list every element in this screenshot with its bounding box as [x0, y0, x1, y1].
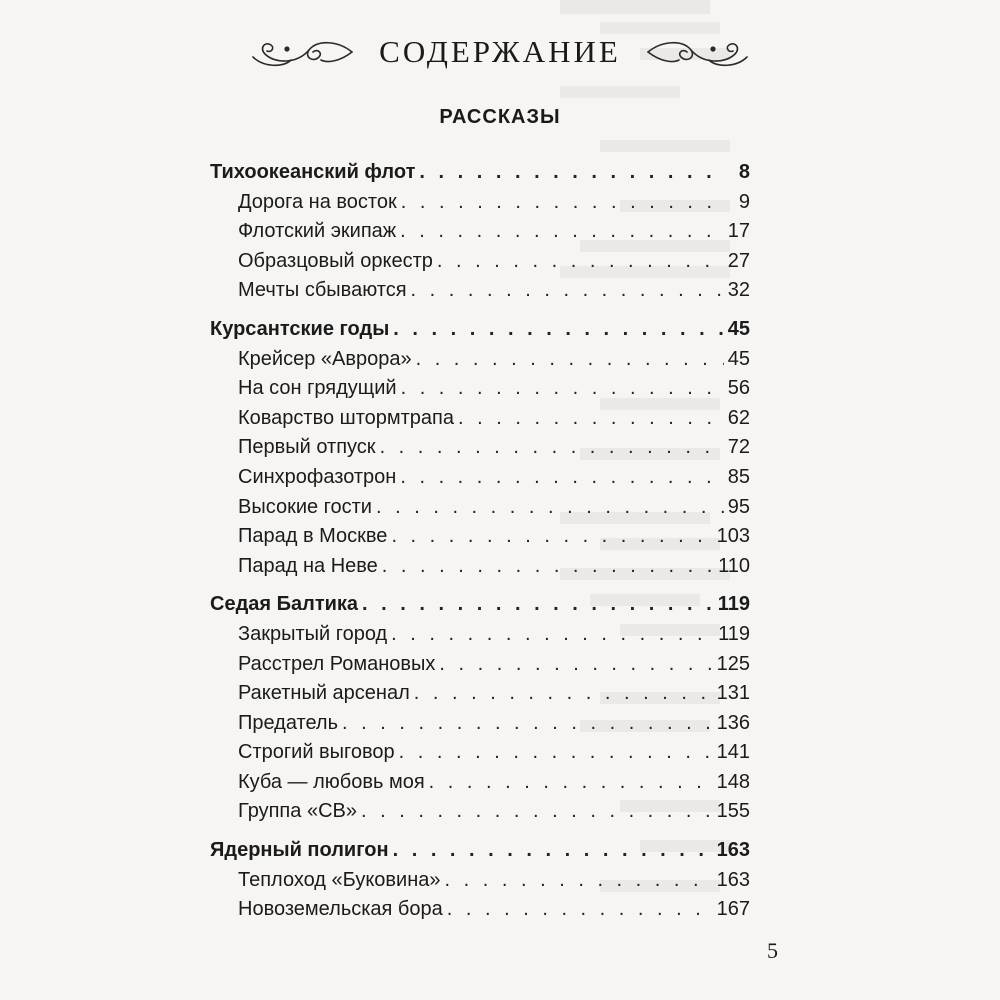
dot-leader	[429, 768, 713, 798]
dot-leader	[419, 158, 724, 188]
toc-entry[interactable]	[210, 493, 750, 523]
toc-chapter	[210, 158, 750, 306]
toc-entry-title: Ракетный арсенал	[238, 682, 410, 705]
toc-entry[interactable]	[210, 404, 750, 434]
toc-entry-title: Куба — любовь моя	[238, 770, 425, 793]
dot-leader	[382, 552, 714, 582]
toc-entry[interactable]	[210, 768, 750, 798]
toc-chapter-heading-title: Ядерный полигон	[210, 839, 389, 862]
toc-entry[interactable]	[210, 895, 750, 925]
toc-entry-title: Строгий выговор	[238, 741, 395, 764]
toc-entry-title: Дорога на восток	[238, 190, 397, 213]
toc-entry-title: Парад в Москве	[238, 525, 388, 548]
toc-entry-title: Коварство штормтрапа	[238, 406, 454, 429]
toc-entry-page: 9	[738, 190, 750, 213]
dot-leader	[342, 709, 713, 739]
toc-entry[interactable]	[210, 679, 750, 709]
toc-chapter-heading-page: 8	[738, 161, 750, 183]
toc-entry-page: 131	[716, 682, 750, 705]
toc-entry-page: 62	[727, 406, 750, 429]
toc-chapter-heading-page: 119	[717, 593, 750, 616]
toc-entry-title: Расстрел Романовых	[238, 652, 436, 675]
toc-header	[0, 22, 1000, 82]
toc-entry[interactable]	[210, 797, 750, 827]
dot-leader	[391, 522, 712, 552]
toc-entry[interactable]	[210, 522, 750, 552]
toc-entry[interactable]	[210, 217, 750, 247]
dot-leader	[361, 797, 713, 827]
toc-chapter-heading[interactable]	[210, 315, 750, 345]
toc-entry-page: 17	[727, 220, 750, 243]
toc-entry[interactable]	[210, 709, 750, 739]
toc-entry[interactable]	[210, 650, 750, 680]
toc-entry-title: Первый отпуск	[238, 436, 376, 459]
dot-leader	[400, 217, 724, 247]
left-ornament-icon	[247, 35, 357, 69]
toc-entry[interactable]	[210, 276, 750, 306]
toc-entry-page: 155	[716, 800, 750, 823]
toc-chapter	[210, 315, 750, 581]
toc-entry[interactable]	[210, 866, 750, 896]
toc-entry-page: 72	[727, 436, 750, 459]
dot-leader	[416, 345, 724, 375]
toc-entry-page: 85	[727, 465, 750, 488]
toc-entry-title: Образцовый оркестр	[238, 249, 433, 272]
dot-leader	[393, 836, 713, 866]
dot-leader	[400, 463, 723, 493]
right-ornament-icon	[643, 35, 753, 69]
toc-entry-title: Синхрофазотрон	[238, 465, 397, 488]
toc-entry[interactable]	[210, 247, 750, 277]
dot-leader	[376, 493, 724, 523]
page-number: 5	[767, 938, 778, 963]
toc-chapter	[210, 836, 750, 925]
toc-chapter-heading-title: Курсантские годы	[210, 317, 390, 340]
toc-entry-page: 103	[716, 525, 750, 548]
toc-entry-page: 163	[716, 868, 750, 891]
dot-leader	[445, 866, 713, 896]
dot-leader	[458, 404, 724, 434]
toc-chapter-heading[interactable]	[210, 590, 750, 620]
toc-entry[interactable]	[210, 188, 750, 218]
toc-chapter-heading[interactable]	[210, 158, 750, 188]
toc-entry-page: 56	[727, 377, 750, 400]
toc-entry[interactable]	[210, 552, 750, 582]
dot-leader	[401, 188, 724, 218]
toc-entry-title: Крейсер «Аврора»	[238, 347, 412, 370]
dot-leader	[380, 433, 724, 463]
toc-entry-title: Новоземельская бора	[238, 898, 443, 921]
toc-entry[interactable]	[210, 738, 750, 768]
toc-entry-page: 148	[716, 770, 750, 793]
toc-entry-title: На сон грядущий	[238, 377, 397, 400]
toc-entry-title: Теплоход «Буковина»	[238, 868, 441, 891]
dot-leader	[439, 650, 712, 680]
dot-leader	[447, 895, 713, 925]
toc-entry-title: Группа «СВ»	[238, 800, 357, 823]
toc-chapter-heading-title: Тихоокеанский флот	[210, 161, 416, 183]
dot-leader	[411, 276, 724, 306]
toc-entry-title: Парад на Неве	[238, 554, 378, 577]
toc-chapter-heading[interactable]	[210, 836, 750, 866]
dot-leader	[401, 374, 724, 404]
toc-entry-page: 167	[716, 898, 750, 921]
toc-chapter	[210, 590, 750, 827]
dot-leader	[391, 620, 714, 650]
page-title: СОДЕРЖАНИЕ	[379, 34, 621, 69]
dot-leader	[393, 315, 723, 345]
section-title: РАССКАЗЫ	[439, 106, 561, 128]
toc-chapter-heading-page: 45	[727, 317, 750, 340]
toc-entry-title: Флотский экипаж	[238, 220, 397, 243]
toc-entry[interactable]	[210, 433, 750, 463]
toc-entry[interactable]	[210, 345, 750, 375]
toc-entry-page: 32	[727, 279, 750, 302]
toc-entry[interactable]	[210, 463, 750, 493]
toc-entry-title: Предатель	[238, 711, 339, 734]
toc-entry-page: 125	[716, 652, 750, 675]
toc-entry[interactable]	[210, 620, 750, 650]
toc-entry-page: 110	[718, 554, 750, 577]
toc-entry-page: 141	[716, 741, 750, 764]
toc-entry-title: Высокие гости	[238, 495, 372, 518]
toc-entry-page: 45	[727, 347, 750, 370]
toc-entry-title: Мечты сбываются	[238, 279, 407, 302]
toc-entry[interactable]	[210, 374, 750, 404]
dot-leader	[399, 738, 713, 768]
dot-leader	[414, 679, 713, 709]
toc-entry-title: Закрытый город	[238, 622, 388, 645]
toc-entry-page: 136	[716, 711, 750, 734]
toc-entry-page: 27	[727, 249, 750, 272]
toc-chapter-heading-title: Седая Балтика	[210, 593, 359, 616]
dot-leader	[437, 247, 724, 277]
toc-entry-page: 119	[718, 622, 750, 645]
table-of-contents	[210, 158, 750, 925]
toc-entry-page: 95	[727, 495, 750, 518]
toc-chapter-heading-page: 163	[716, 839, 750, 862]
dot-leader	[362, 590, 714, 620]
